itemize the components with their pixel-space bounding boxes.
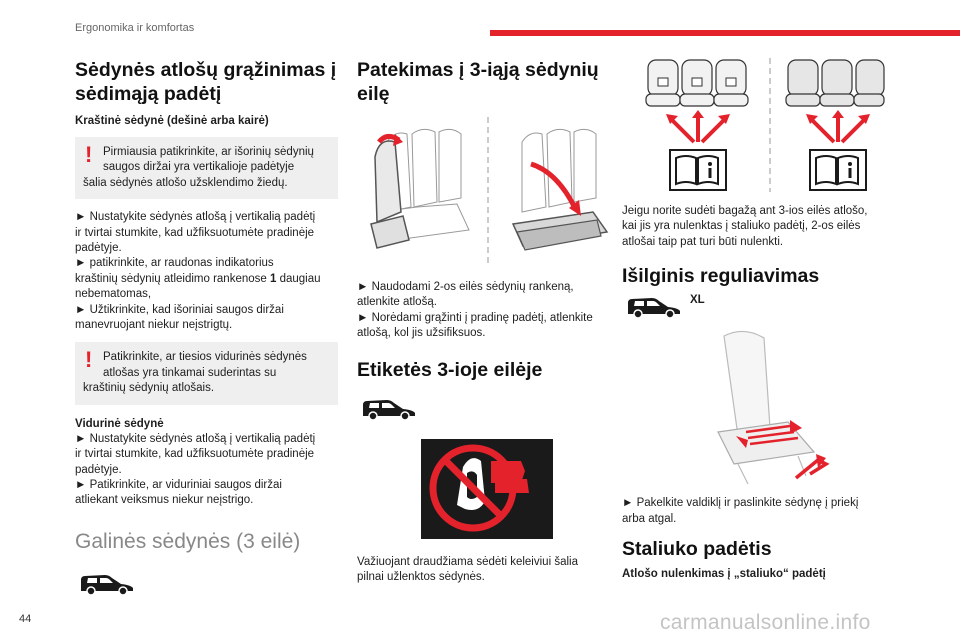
watermark: carmanualsonline.info <box>660 611 871 634</box>
running-header: Ergonomika ir komfortas <box>75 22 195 34</box>
text-line <box>75 272 338 287</box>
text-line: atlenkite atlošą. <box>357 296 437 309</box>
instruction-paragraph <box>622 496 885 527</box>
warning-line: kraštinių sėdynių atlošais. <box>83 382 215 395</box>
page-number: 44 <box>19 613 32 625</box>
warning-icon: ! <box>85 347 93 373</box>
text-line: manevruojant niekur neįstrigtų. <box>75 319 233 332</box>
text-line: padėtyje. <box>75 242 122 255</box>
text-line: padėtyje. <box>75 463 122 476</box>
text-line: kai jis yra nulenktas į staliuko padėtį, 2-os eilės <box>622 220 861 233</box>
header-accent-bar <box>490 30 960 36</box>
text-line: nebematomas, <box>75 288 152 301</box>
warning-icon: ! <box>85 142 93 167</box>
title-line: sėdimąją padėtį <box>75 83 222 105</box>
subheading-middle-seat: Vidurinė sėdynė <box>75 417 164 430</box>
warning-box-middle-seat <box>75 342 338 404</box>
text-fragment: daugiau <box>276 272 321 285</box>
book-info-icon <box>810 150 866 190</box>
text-line: atlošai taip pat turi būti nulenkti. <box>622 235 784 248</box>
text-line: ► Norėdami grąžinti į pradinę padėtį, atlenkite <box>357 311 593 324</box>
text-line: ► Užtikrinkite, kad išoriniai saugos diržai <box>75 303 284 316</box>
text-line: atliekant veiksmus niekur neįstrigo. <box>75 494 254 507</box>
van-icon <box>357 396 419 422</box>
section-title-labels: Etiketės 3-ioje eilėje <box>357 358 543 381</box>
warning-paragraph <box>357 555 620 586</box>
text-line: ► Nustatykite sėdynės atlošą į vertikalią padėtį <box>75 211 316 224</box>
subheading-table-fold: Atlošo nulenkimas į „staliuko“ padėtį <box>622 568 826 581</box>
text-line: atlošą, kol jis užsifiksuos. <box>357 327 486 340</box>
seats-top-view-illustration <box>622 58 885 194</box>
xl-variant-row <box>622 294 885 320</box>
instruction-paragraph <box>75 432 338 509</box>
instruction-paragraph <box>357 280 620 342</box>
warning-line: atlošas yra tinkamai suderintas su <box>103 366 277 379</box>
title-line: Sėdynės atlošų grąžinimas į <box>75 59 337 81</box>
text-line: Jeigu norite sudėti bagažą ant 3-ios eilės atlošo, <box>622 205 868 217</box>
text-line: ► Nustatykite sėdynės atlošą į vertikalią padėtį <box>75 432 316 445</box>
title-line: eilę <box>357 83 390 105</box>
column-right <box>622 58 885 582</box>
text-line: ► patikrinkite, ar raudonas indikatorius <box>75 257 274 270</box>
column-middle <box>357 58 620 585</box>
text-line: ► Patikrinkite, ar viduriniai saugos diržai <box>75 478 282 491</box>
warning-line: saugos diržai yra vertikalioje padėtyje <box>103 161 295 174</box>
van-icon <box>75 571 137 597</box>
warning-line: šalia sėdynės atlošo užsklendimo žiedų. <box>83 176 288 189</box>
section-title-longitudinal: Išilginis reguliavimas <box>622 265 820 288</box>
column-left <box>75 58 338 597</box>
text-line: Važiuojant draudžiama sėdėti keleiviui šalia <box>357 555 578 568</box>
seat-fold-illustration <box>357 112 620 272</box>
title-line: Patekimas į 3-iąją sėdynių <box>357 59 599 81</box>
section-title-table-position: Staliuko padėtis <box>622 538 772 561</box>
callout-number: 1 <box>269 272 277 285</box>
instruction-paragraph <box>75 210 338 333</box>
text-line: pilnai užlenktos sėdynės. <box>357 571 485 584</box>
warning-box-belts <box>75 137 338 199</box>
text-line: ir tvirtai stumkite, kad užfiksuotumėte pradinėje <box>75 226 315 239</box>
text-line: ir tvirtai stumkite, kad užfiksuotumėte pradinėje <box>75 448 315 461</box>
text-line: ► Pakelkite valdiklį ir paslinkite sėdynę į priekį <box>622 497 859 510</box>
van-icon <box>622 294 684 320</box>
section-title-rear-seats: Galinės sėdynės (3 eilė) <box>75 529 301 553</box>
section-title-backrest-return <box>75 58 338 106</box>
seat-slide-illustration <box>678 328 838 490</box>
text-fragment: kraštinių sėdynių atleidimo rankenose <box>75 272 270 285</box>
text-line: arba atgal. <box>622 512 677 525</box>
book-info-icon <box>670 150 726 190</box>
warning-line: Pirmiausia patikrinkite, ar išorinių sėdynių <box>103 146 314 158</box>
info-paragraph <box>622 204 885 250</box>
text-line: ► Naudodami 2-os eilės sėdynių rankeną, <box>357 281 574 293</box>
subheading-outer-seat: Kraštinė sėdynė (dešinė arba kairė) <box>75 115 269 127</box>
no-child-seat-label-icon <box>421 439 553 539</box>
warning-line: Patikrinkite, ar tiesios vidurinės sėdynės <box>103 351 307 364</box>
section-title-third-row-access <box>357 58 620 106</box>
xl-label: XL <box>690 294 705 307</box>
